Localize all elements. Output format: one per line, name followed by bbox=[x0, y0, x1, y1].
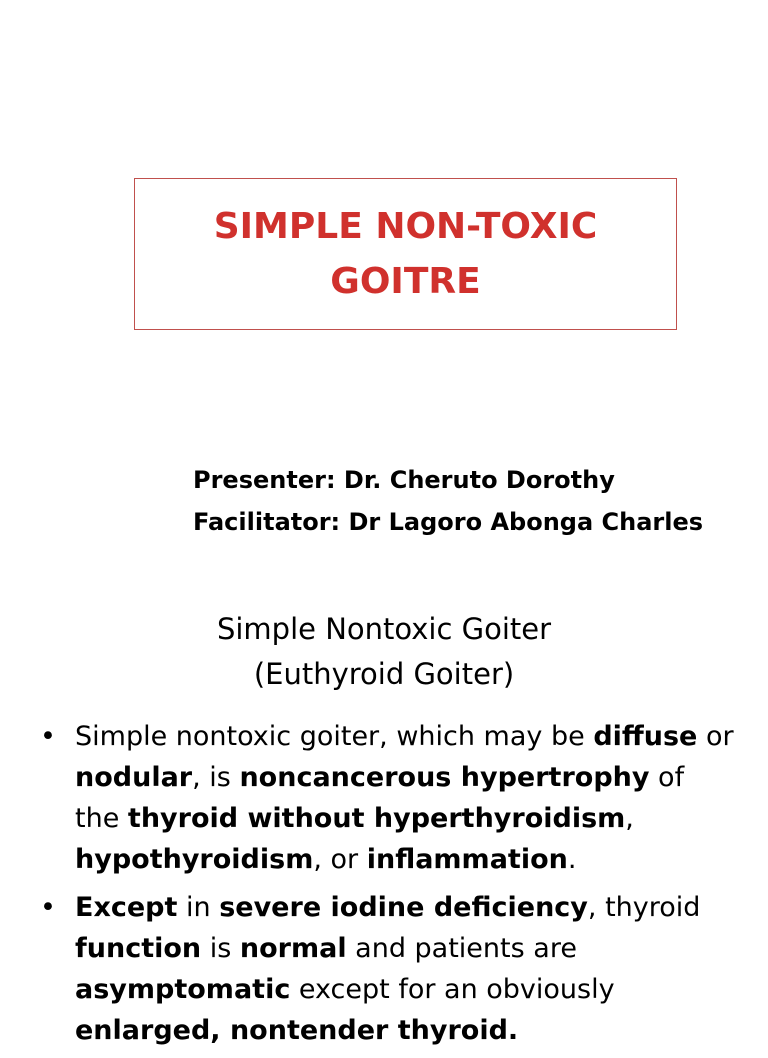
slide-title-line-1: SIMPLE NON-TOXIC bbox=[213, 206, 598, 247]
bold-text: severe iodine deficiency bbox=[219, 892, 588, 923]
body-text: . bbox=[567, 844, 577, 875]
bold-text: normal bbox=[239, 933, 347, 964]
body-text: , is bbox=[192, 762, 240, 793]
bold-text: Except bbox=[75, 892, 178, 923]
body-text: or bbox=[697, 721, 734, 752]
bullet-list bbox=[36, 716, 736, 1058]
body-text: is bbox=[201, 933, 240, 964]
body-text: , bbox=[625, 803, 634, 834]
presenter-name: Presenter: Dr. Cheruto Dorothy bbox=[193, 466, 615, 494]
body-text: of the bbox=[75, 762, 685, 834]
body-text: except for an obviously bbox=[290, 974, 615, 1005]
bold-text: function bbox=[75, 933, 202, 964]
slide-title-line-2: GOITRE bbox=[330, 261, 481, 302]
section-title-line-2: (Euthyroid Goiter) bbox=[253, 657, 515, 691]
presenters-block bbox=[193, 459, 703, 543]
section-title-line-1: Simple Nontoxic Goiter bbox=[216, 612, 552, 646]
body-text: and patients are bbox=[346, 933, 577, 964]
body-text: , or bbox=[313, 844, 367, 875]
bold-text: thyroid without hyperthyroidism bbox=[127, 803, 626, 834]
bullet-item bbox=[36, 716, 736, 880]
bold-text: inflammation bbox=[366, 844, 568, 875]
body-text: Simple nontoxic goiter, which may be bbox=[75, 721, 594, 752]
bold-text: nodular bbox=[75, 762, 193, 793]
bullet-dot-icon: • bbox=[40, 892, 56, 923]
body-text: , thyroid bbox=[587, 892, 701, 923]
bullet-dot-icon: • bbox=[40, 721, 56, 752]
bold-text: enlarged, nontender thyroid. bbox=[75, 1015, 519, 1046]
section-title bbox=[0, 607, 768, 697]
bold-text: asymptomatic bbox=[75, 974, 291, 1005]
bold-text: hypothyroidism bbox=[75, 844, 314, 875]
bold-text: noncancerous hypertrophy bbox=[239, 762, 650, 793]
slide-title bbox=[214, 199, 598, 309]
title-box bbox=[134, 178, 677, 330]
bullet-item bbox=[36, 887, 736, 1051]
bold-text: diffuse bbox=[593, 721, 698, 752]
facilitator-name: Facilitator: Dr Lagoro Abonga Charles bbox=[193, 508, 704, 536]
body-text: in bbox=[177, 892, 220, 923]
